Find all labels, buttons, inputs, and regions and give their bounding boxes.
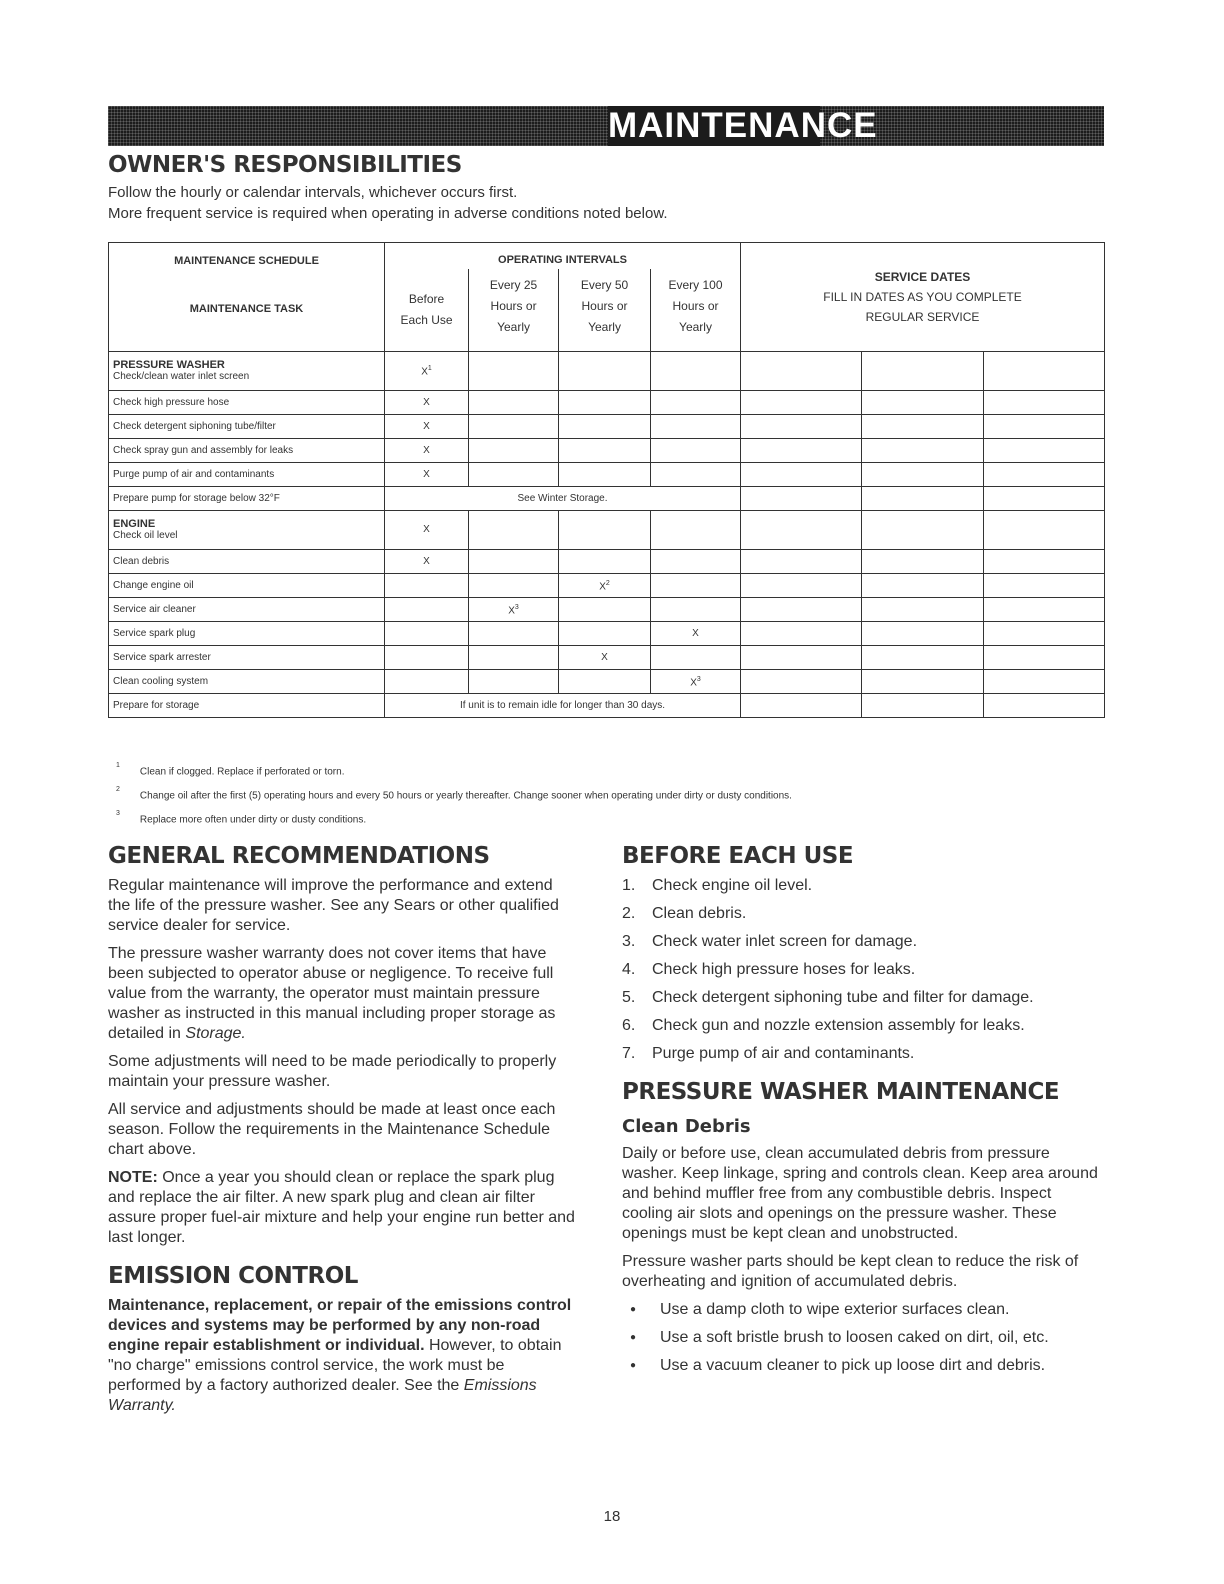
before-use-cell: X bbox=[385, 415, 469, 439]
task-cell bbox=[109, 391, 385, 415]
service-date-field[interactable] bbox=[741, 391, 862, 415]
general-heading: GENERAL RECOMMENDATIONS bbox=[108, 843, 490, 869]
before-use-cell: X bbox=[385, 439, 469, 463]
list-text: Check high pressure hoses for leaks. bbox=[652, 961, 916, 978]
task-label: Service spark plug bbox=[113, 627, 196, 639]
note-label: NOTE: bbox=[108, 1169, 158, 1186]
table-row bbox=[109, 391, 1105, 415]
list-text: Check gun and nozzle extension assembly for leaks. bbox=[652, 1017, 1025, 1034]
before-use-list bbox=[622, 876, 1106, 1064]
task-cell bbox=[109, 694, 385, 718]
table-row bbox=[109, 574, 1105, 598]
table-row bbox=[109, 487, 1105, 511]
service-date-field[interactable] bbox=[984, 550, 1105, 574]
table-header-row bbox=[109, 243, 1105, 352]
header-task-cell bbox=[109, 243, 385, 352]
table-row bbox=[109, 646, 1105, 670]
general-note: NOTE: Once a year you should clean or replace the spark plug and replace the air filter. A new spark plug and clean air filter assure proper fuel-air mixture and help your engine run better and last longer. bbox=[108, 1169, 575, 1246]
task-label: Prepare pump for storage below 32°F bbox=[113, 492, 280, 504]
every-50-cell: $X^2$ bbox=[559, 574, 651, 598]
task-cell bbox=[109, 439, 385, 463]
service-date-field[interactable] bbox=[862, 646, 984, 670]
service-date-field[interactable] bbox=[984, 487, 1105, 511]
every-100-cell bbox=[651, 550, 741, 574]
interval-note: See Winter Storage. bbox=[385, 487, 741, 511]
before-use-cell bbox=[385, 574, 469, 598]
service-date-field[interactable] bbox=[862, 511, 984, 550]
every-100-cell bbox=[651, 598, 741, 622]
table-body bbox=[109, 352, 1105, 718]
header-every-50: Every 50 Hours or Yearly bbox=[559, 269, 651, 351]
service-date-field[interactable] bbox=[984, 694, 1105, 718]
header-schedule-label: MAINTENANCE SCHEDULE bbox=[174, 255, 319, 267]
service-date-field[interactable] bbox=[862, 694, 984, 718]
list-number: 3. bbox=[622, 933, 636, 950]
header-service-sub-2: REGULAR SERVICE bbox=[865, 310, 980, 324]
every-25-cell bbox=[469, 670, 559, 694]
task-cell bbox=[109, 670, 385, 694]
before-use-cell: X bbox=[385, 463, 469, 487]
table-row bbox=[109, 352, 1105, 391]
service-date-field[interactable] bbox=[984, 391, 1105, 415]
pressure-washer-section-label: PRESSURE WASHER bbox=[113, 359, 225, 371]
task-label: Check detergent siphoning tube/filter bbox=[113, 420, 276, 432]
list-number: 6. bbox=[622, 1017, 636, 1034]
service-date-field[interactable] bbox=[984, 415, 1105, 439]
task-label: Check oil level bbox=[113, 530, 178, 541]
every-100-cell bbox=[651, 415, 741, 439]
maintenance-schedule-table bbox=[108, 242, 1105, 718]
owners-line-2: More frequent service is required when operating in adverse conditions noted below. bbox=[108, 205, 668, 222]
table-row bbox=[109, 511, 1105, 550]
list-number: 1. bbox=[622, 877, 636, 894]
table-row bbox=[109, 694, 1105, 718]
list-item bbox=[622, 904, 1106, 924]
bullet-icon: ● bbox=[630, 1304, 637, 1315]
service-date-field[interactable] bbox=[984, 574, 1105, 598]
every-25-cell bbox=[469, 574, 559, 598]
task-label: Clean debris bbox=[113, 555, 170, 567]
list-item bbox=[622, 1016, 1106, 1036]
every-50-cell bbox=[559, 622, 651, 646]
list-text: Check detergent siphoning tube and filter for damage. bbox=[652, 989, 1034, 1006]
every-100-cell bbox=[651, 352, 741, 391]
task-cell bbox=[109, 550, 385, 574]
every-100-cell bbox=[651, 511, 741, 550]
before-use-cell: X bbox=[385, 511, 469, 550]
table-row bbox=[109, 439, 1105, 463]
service-date-field[interactable] bbox=[862, 670, 984, 694]
table-row bbox=[109, 550, 1105, 574]
list-text: Check water inlet screen for damage. bbox=[652, 933, 918, 950]
task-label: Check/clean water inlet screen bbox=[113, 371, 250, 382]
list-text: Clean debris. bbox=[652, 905, 747, 922]
list-item bbox=[622, 1044, 1106, 1064]
table-row bbox=[109, 622, 1105, 646]
header-service-dates-label: SERVICE DATES bbox=[874, 270, 971, 284]
service-date-field[interactable] bbox=[862, 352, 984, 391]
service-date-field[interactable] bbox=[862, 598, 984, 622]
list-text: Use a soft bristle brush to loosen caked on dirt, oil, etc. bbox=[660, 1329, 1049, 1346]
table-row bbox=[109, 670, 1105, 694]
header-service-dates-cell bbox=[741, 243, 1105, 352]
task-cell bbox=[109, 574, 385, 598]
every-100-cell bbox=[651, 646, 741, 670]
service-date-field[interactable] bbox=[862, 439, 984, 463]
emission-heading: EMISSION CONTROL bbox=[108, 1263, 358, 1289]
every-50-cell bbox=[559, 670, 651, 694]
list-item bbox=[622, 876, 1106, 896]
pw-bullet-list bbox=[622, 1300, 1106, 1376]
task-label: Service air cleaner bbox=[113, 603, 196, 615]
service-date-field[interactable] bbox=[862, 391, 984, 415]
service-date-field[interactable] bbox=[741, 487, 862, 511]
before-use-cell bbox=[385, 598, 469, 622]
every-25-cell bbox=[469, 391, 559, 415]
service-date-field[interactable] bbox=[862, 415, 984, 439]
footnote-1: $^1$Clean if clogged. Replace if perforated or torn. bbox=[116, 762, 345, 778]
list-text: Use a damp cloth to wipe exterior surfaces clean. bbox=[660, 1301, 1010, 1318]
list-text: Use a vacuum cleaner to pick up loose dirt and debris. bbox=[660, 1357, 1046, 1374]
task-cell bbox=[109, 598, 385, 622]
service-date-field[interactable] bbox=[741, 463, 862, 487]
every-50-cell bbox=[559, 511, 651, 550]
service-date-field[interactable] bbox=[984, 670, 1105, 694]
every-25-cell: $X^3$ bbox=[469, 598, 559, 622]
list-number: 4. bbox=[622, 961, 636, 978]
service-date-field[interactable] bbox=[862, 487, 984, 511]
owners-line-1: Follow the hourly or calendar intervals, whichever occurs first. bbox=[108, 184, 518, 201]
task-label: Service spark arrester bbox=[113, 651, 211, 663]
before-use-cell bbox=[385, 670, 469, 694]
service-date-field[interactable] bbox=[741, 550, 862, 574]
service-date-field[interactable] bbox=[984, 646, 1105, 670]
right-column bbox=[622, 842, 1106, 1384]
every-25-cell bbox=[469, 352, 559, 391]
table-row bbox=[109, 598, 1105, 622]
every-25-cell bbox=[469, 463, 559, 487]
task-label: Clean cooling system bbox=[113, 675, 209, 687]
task-cell bbox=[109, 646, 385, 670]
footnote-2: $^2$Change oil after the first (5) operating hours and every 50 hours or yearly thereafter. Change sooner when operating under dirty or dusty conditions. bbox=[116, 786, 792, 802]
every-50-cell: X bbox=[559, 646, 651, 670]
every-50-cell bbox=[559, 352, 651, 391]
task-label: Change engine oil bbox=[113, 579, 194, 591]
owners-heading: OWNER'S RESPONSIBILITIES bbox=[108, 152, 462, 178]
service-date-field[interactable] bbox=[984, 439, 1105, 463]
list-number: 2. bbox=[622, 905, 636, 922]
header-task-label: MAINTENANCE TASK bbox=[189, 303, 304, 315]
service-date-field[interactable] bbox=[984, 598, 1105, 622]
task-label: Purge pump of air and contaminants bbox=[113, 468, 275, 480]
service-date-field[interactable] bbox=[741, 694, 862, 718]
every-50-cell bbox=[559, 598, 651, 622]
table-row bbox=[109, 415, 1105, 439]
header-intervals-label: OPERATING INTERVALS bbox=[498, 254, 627, 266]
emissions-warranty-reference: Emissions Warranty. bbox=[108, 1377, 537, 1414]
pw-paragraph-2: Pressure washer parts should be kept clean to reduce the risk of overheating and ignition of accumulated debris. bbox=[622, 1253, 1079, 1290]
engine-section-label: ENGINE bbox=[113, 518, 156, 530]
service-date-field[interactable] bbox=[862, 463, 984, 487]
list-item bbox=[622, 932, 1106, 952]
every-100-cell: $X^3$ bbox=[651, 670, 741, 694]
list-item bbox=[622, 960, 1106, 980]
header-before-each-use: Before Each Use bbox=[385, 269, 469, 351]
bullet-icon: ● bbox=[630, 1360, 637, 1371]
every-25-cell bbox=[469, 439, 559, 463]
general-paragraph-2: The pressure washer warranty does not cover items that have been subjected to operator abuse or negligence. To receive full value from the warranty, the operator must maintain pressure washer as instructed in this manual including proper storage as detailed in Storage. bbox=[108, 945, 556, 1042]
every-100-cell bbox=[651, 439, 741, 463]
service-date-field[interactable] bbox=[862, 622, 984, 646]
service-date-field[interactable] bbox=[984, 511, 1105, 550]
owners-intro bbox=[108, 182, 668, 224]
before-use-heading: BEFORE EACH USE bbox=[622, 843, 854, 869]
task-cell bbox=[109, 463, 385, 487]
service-date-field[interactable] bbox=[741, 622, 862, 646]
general-paragraph-4: All service and adjustments should be made at least once each season. Follow the requirements in the Maintenance Schedule chart above. bbox=[108, 1101, 556, 1158]
emission-paragraph: Maintenance, replacement, or repair of the emissions control devices and systems may be performed by any non-road engine repair establishment or individual. However, to obtain "no charge" emissions control service, the work must be performed by a factory authorized dealer. See the Emissions Warranty. bbox=[108, 1297, 572, 1414]
task-cell bbox=[109, 415, 385, 439]
service-date-field[interactable] bbox=[741, 670, 862, 694]
clean-debris-subheading: Clean Debris bbox=[622, 1116, 751, 1137]
every-50-cell bbox=[559, 550, 651, 574]
before-use-cell: X bbox=[385, 391, 469, 415]
service-date-field[interactable] bbox=[984, 463, 1105, 487]
service-date-field[interactable] bbox=[741, 415, 862, 439]
table-row bbox=[109, 463, 1105, 487]
every-50-cell bbox=[559, 439, 651, 463]
before-use-cell bbox=[385, 646, 469, 670]
service-date-field[interactable] bbox=[741, 646, 862, 670]
every-25-cell bbox=[469, 511, 559, 550]
pw-paragraph-1: Daily or before use, clean accumulated debris from pressure washer. Keep linkage, spring and controls clean. Keep area around and behind muffler free from any combustible debris. Inspect cooling air slots and openings on the pressure washer. These openings must be kept clean and unobstructed. bbox=[622, 1145, 1098, 1242]
every-25-cell bbox=[469, 622, 559, 646]
interval-note: If unit is to remain idle for longer than 30 days. bbox=[385, 694, 741, 718]
list-text: Check engine oil level. bbox=[652, 877, 813, 894]
task-cell bbox=[109, 622, 385, 646]
service-date-field[interactable] bbox=[984, 622, 1105, 646]
task-cell bbox=[109, 352, 385, 391]
storage-reference: Storage. bbox=[185, 1025, 246, 1042]
service-date-field[interactable] bbox=[984, 352, 1105, 391]
general-paragraph-3: Some adjustments will need to be made periodically to properly maintain your pressure washer. bbox=[108, 1053, 557, 1090]
list-item bbox=[622, 1328, 1106, 1348]
every-25-cell bbox=[469, 646, 559, 670]
header-every-25: Every 25 Hours or Yearly bbox=[469, 269, 559, 351]
list-item bbox=[622, 1300, 1106, 1320]
bullet-icon: ● bbox=[630, 1332, 637, 1343]
task-label: Check spray gun and assembly for leaks bbox=[113, 444, 294, 456]
left-column bbox=[108, 842, 578, 1424]
every-100-cell bbox=[651, 574, 741, 598]
service-date-field[interactable] bbox=[862, 574, 984, 598]
list-number: 5. bbox=[622, 989, 636, 1006]
header-every-100: Every 100 Hours or Yearly bbox=[668, 278, 723, 334]
service-date-field[interactable] bbox=[741, 598, 862, 622]
service-date-field[interactable] bbox=[741, 574, 862, 598]
general-paragraph-1: Regular maintenance will improve the performance and extend the life of the pressure washer. See any Sears or other qualified service dealer for service. bbox=[108, 877, 559, 934]
pw-maintenance-heading: PRESSURE WASHER MAINTENANCE bbox=[622, 1079, 1060, 1105]
list-number: 7. bbox=[622, 1045, 636, 1062]
list-text: Purge pump of air and contaminants. bbox=[652, 1045, 915, 1062]
before-use-cell: X bbox=[385, 550, 469, 574]
service-date-field[interactable] bbox=[741, 511, 862, 550]
every-100-cell bbox=[651, 463, 741, 487]
every-50-cell bbox=[559, 415, 651, 439]
task-cell bbox=[109, 487, 385, 511]
list-item bbox=[622, 1356, 1106, 1376]
every-50-cell bbox=[559, 463, 651, 487]
every-100-cell bbox=[651, 391, 741, 415]
service-date-field[interactable] bbox=[741, 439, 862, 463]
header-service-sub-1: FILL IN DATES AS YOU COMPLETE bbox=[823, 290, 1022, 304]
list-item bbox=[622, 988, 1106, 1008]
footnote-3: $^3$Replace more often under dirty or dusty conditions. bbox=[116, 810, 367, 826]
service-date-field[interactable] bbox=[741, 352, 862, 391]
task-label: Prepare for storage bbox=[113, 699, 200, 711]
banner-title: MAINTENANCE bbox=[608, 106, 878, 145]
task-cell bbox=[109, 511, 385, 550]
every-25-cell bbox=[469, 550, 559, 574]
every-25-cell bbox=[469, 415, 559, 439]
every-100-cell: X bbox=[651, 622, 741, 646]
before-use-cell: $X^1$ bbox=[385, 352, 469, 391]
service-date-field[interactable] bbox=[862, 550, 984, 574]
header-intervals-cell bbox=[385, 243, 741, 352]
section-banner bbox=[108, 106, 1104, 146]
task-label: Check high pressure hose bbox=[113, 396, 230, 408]
every-50-cell bbox=[559, 391, 651, 415]
page-number: 18 bbox=[603, 1508, 621, 1525]
before-use-cell bbox=[385, 622, 469, 646]
